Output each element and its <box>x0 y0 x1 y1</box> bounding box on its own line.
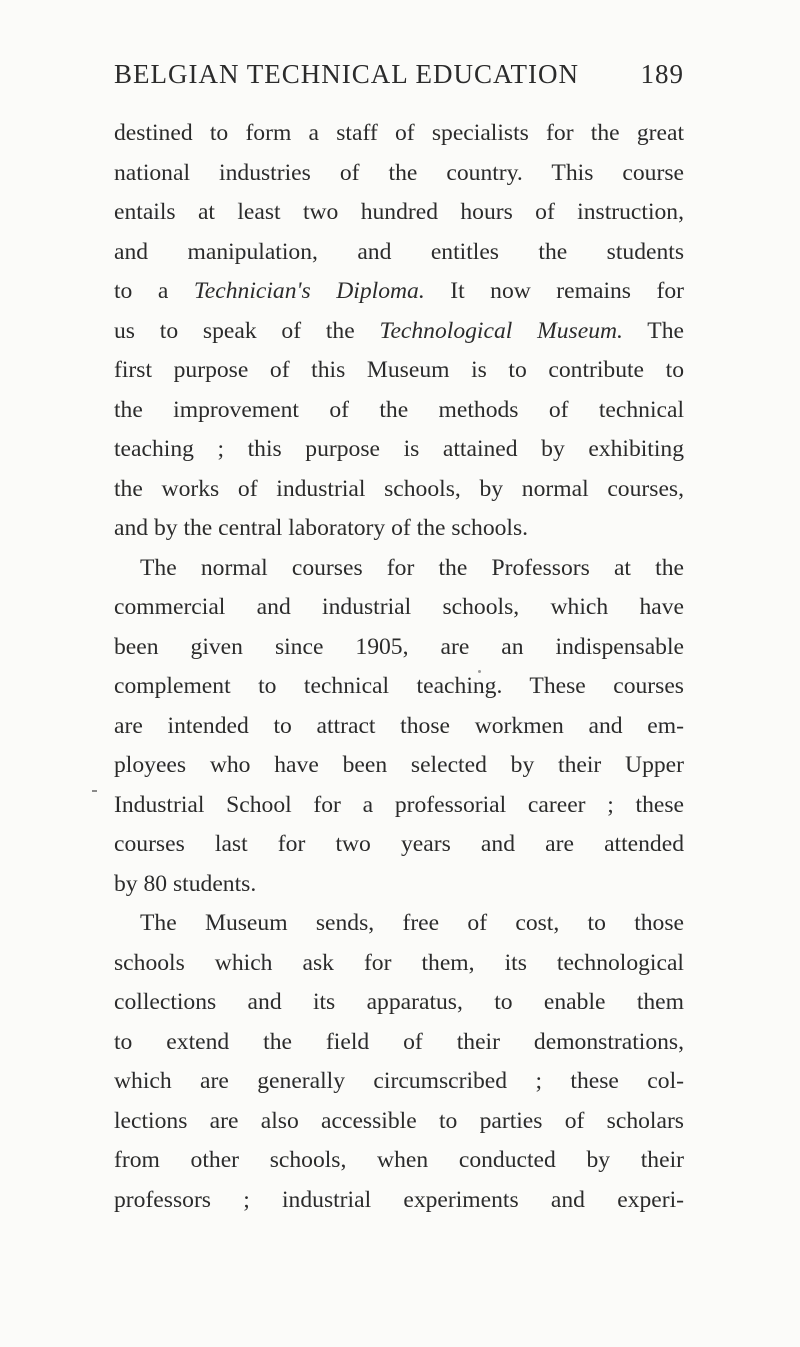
text-line: national industries of the country. This course <box>114 159 684 186</box>
paper-speck <box>478 670 481 673</box>
text-line: commercial and industrial schools, which have <box>114 594 684 620</box>
text-line: the works of industrial schools, by normal courses, <box>114 475 684 502</box>
text-line: The Museum sends, free of cost, to those <box>140 910 684 936</box>
text-line: teaching ; this purpose is attained by exhibiting <box>114 436 684 462</box>
text-line: lections are also accessible to parties of scholars <box>114 1107 684 1134</box>
text-run: The <box>622 317 684 344</box>
text-line <box>114 272 684 312</box>
text-line: Industrial School for a professorial career ; these <box>114 791 684 818</box>
italic-term: Technician's Diploma. <box>193 278 425 304</box>
text-line: The normal courses for the Professors at the <box>140 554 684 581</box>
text-line: and manipulation, and entitles the students <box>114 238 684 265</box>
italic-term: Technological Museum. <box>379 317 623 344</box>
body-text <box>114 114 684 1220</box>
text-line: destined to form a staff of specialists for the great <box>114 120 684 146</box>
text-line: and by the central laboratory of the schools. <box>114 515 529 541</box>
text-line: are intended to attract those workmen and em- <box>114 712 684 739</box>
text-line: to extend the field of their demonstrations, <box>114 1028 684 1055</box>
running-title: BELGIAN TECHNICAL EDUCATION <box>114 59 579 89</box>
text-line: from other schools, when conducted by their <box>114 1147 684 1173</box>
text-line: complement to technical teaching. These courses <box>114 673 684 699</box>
text-line: courses last for two years and are attended <box>114 831 684 857</box>
text-line: ployees who have been selected by their Upper <box>114 752 684 778</box>
text-line <box>114 312 684 352</box>
text-line: collections and its apparatus, to enable them <box>114 989 684 1015</box>
running-header <box>114 54 684 94</box>
page-number: 189 <box>640 59 684 89</box>
text-run: to a <box>114 278 194 304</box>
margin-mark <box>92 790 97 792</box>
text-line: professors ; industrial experiments and experi- <box>114 1186 684 1213</box>
text-run: us to speak of the <box>114 317 380 344</box>
text-run: It now remains for <box>424 278 684 304</box>
text-line: which are generally circumscribed ; these col- <box>114 1068 684 1094</box>
text-line: schools which ask for them, its technological <box>114 949 684 976</box>
text-line: by 80 students. <box>114 870 257 897</box>
text-line: entails at least two hundred hours of instruction, <box>114 199 684 225</box>
text-line: the improvement of the methods of technical <box>114 396 684 423</box>
text-line: first purpose of this Museum is to contribute to <box>114 357 684 383</box>
text-line: been given since 1905, are an indispensable <box>114 633 684 660</box>
